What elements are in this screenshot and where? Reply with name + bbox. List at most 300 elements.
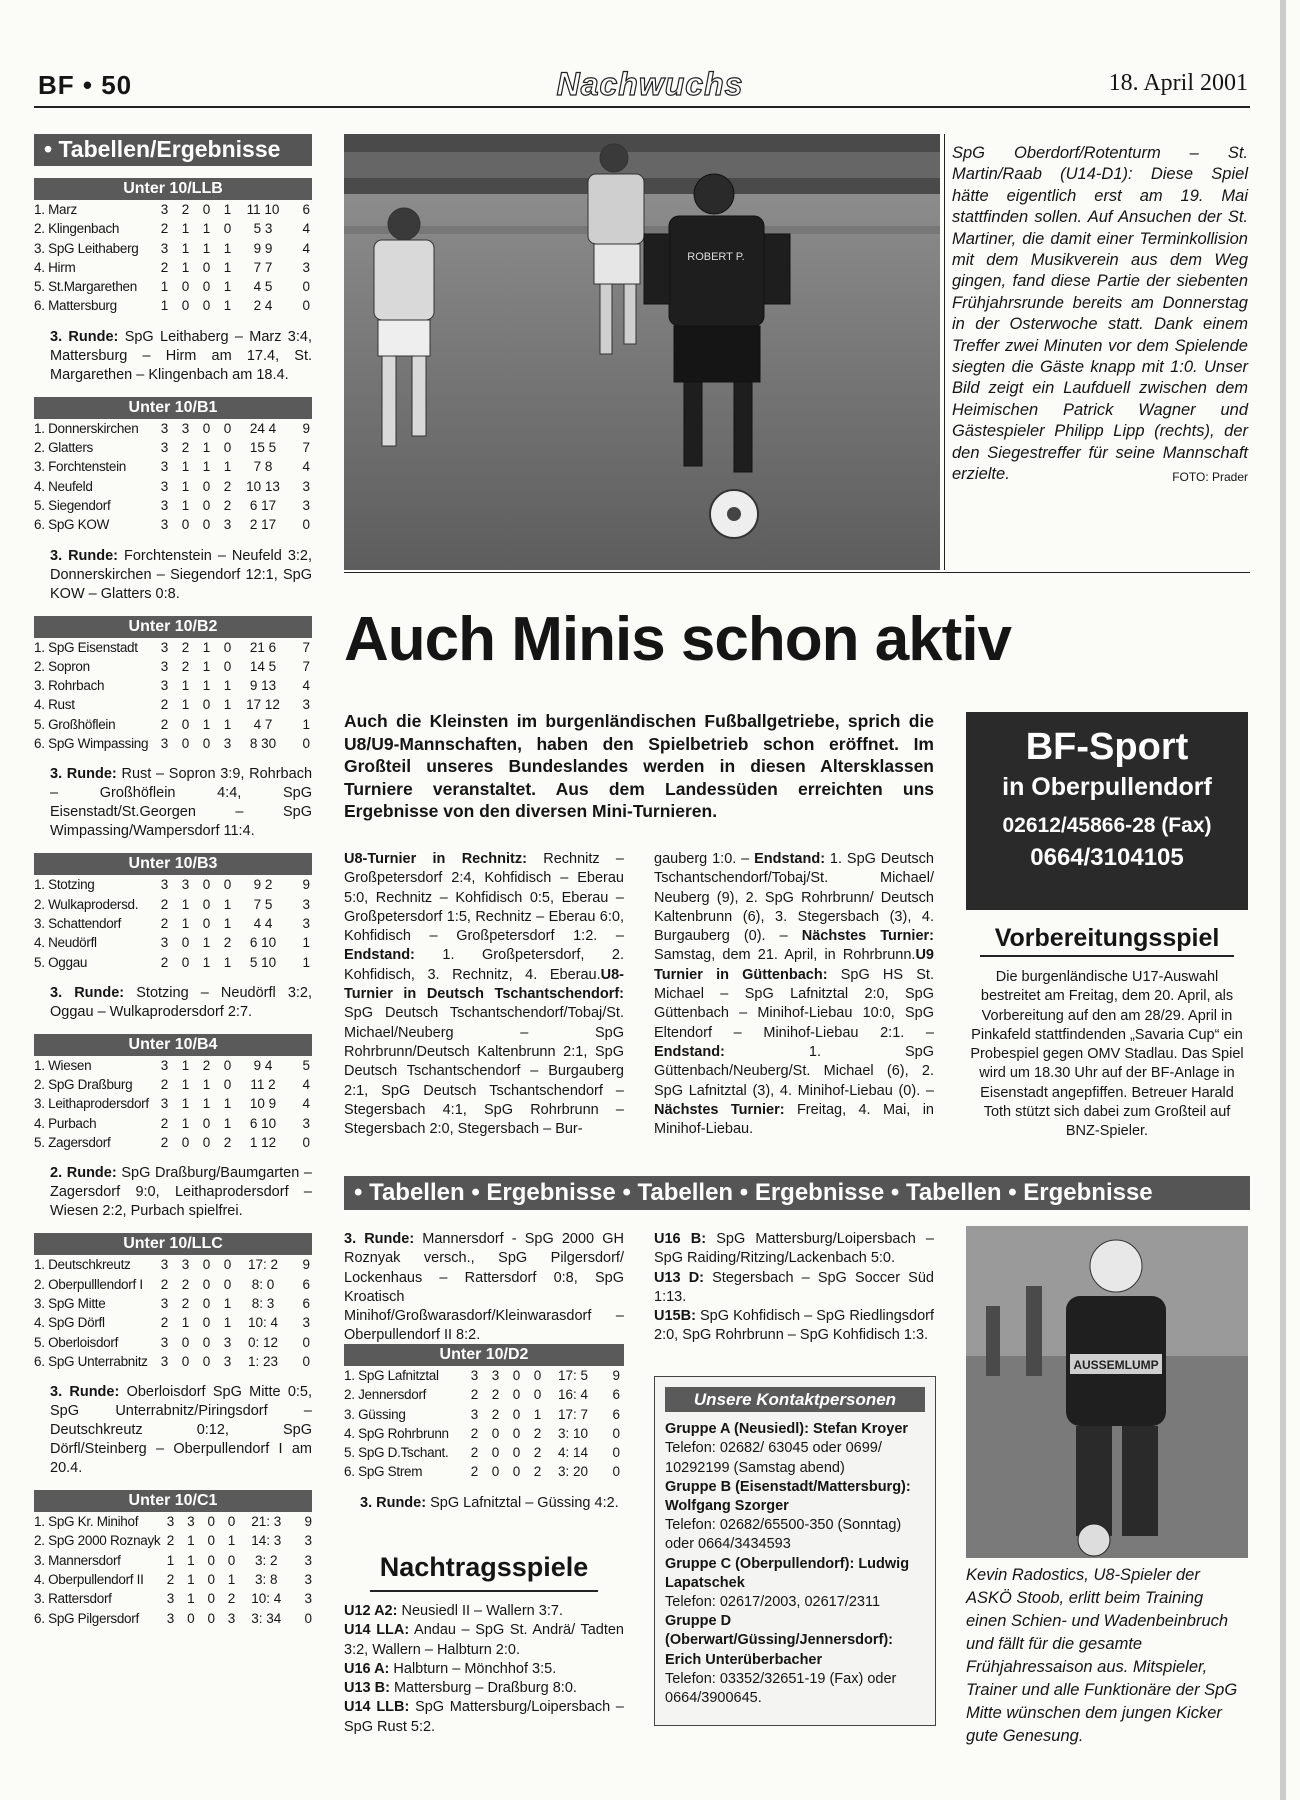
table-cell: 4. Hirm xyxy=(34,259,76,275)
item-label: U16 B: xyxy=(654,1231,707,1247)
list-item xyxy=(344,1621,624,1660)
table-row xyxy=(34,419,310,438)
table-cell: 0 xyxy=(612,1425,620,1441)
table-row xyxy=(34,734,310,753)
table-cell: 2 xyxy=(181,440,190,456)
table-cell: 0 xyxy=(202,279,211,295)
item-text: Neusiedl II – Wallern 3:7. xyxy=(397,1603,563,1619)
table-title: Unter 10/C1 xyxy=(34,1490,312,1512)
table-cell: 1. SpG Lafnitztal xyxy=(344,1368,439,1383)
table-cell: 8 30 xyxy=(249,736,277,752)
table-cell: 5 xyxy=(302,1057,310,1073)
table-cell: 5 3 xyxy=(253,221,273,237)
table-cell: 1 xyxy=(223,954,232,970)
bf-sport-fax: 02612/45866-28 (Fax) xyxy=(1002,814,1212,837)
table-row xyxy=(34,200,310,219)
training-photo xyxy=(966,1226,1248,1558)
table-cell: 1 xyxy=(223,1315,232,1331)
table-cell: 0 xyxy=(202,697,211,713)
table-cell: 1 xyxy=(533,1406,542,1422)
table-cell: 0 xyxy=(223,639,232,655)
table-cell: 1 xyxy=(302,954,310,970)
table-cell: 0 xyxy=(533,1387,542,1403)
bottom-round-results xyxy=(344,1230,624,1346)
table-cell: 3 xyxy=(181,877,190,893)
table-cell: 7 xyxy=(302,658,310,674)
table-cell: 15 5 xyxy=(249,440,277,456)
table-cell: 0 xyxy=(302,1334,310,1350)
table-cell: 4: 14 xyxy=(557,1445,589,1461)
table-cell: 1 xyxy=(223,678,232,694)
table-cell: 1 xyxy=(223,896,232,912)
table-cell: 2 xyxy=(491,1387,500,1403)
table-cell: 9 xyxy=(302,420,310,436)
table-cell: 1 12 xyxy=(249,1135,277,1151)
table-title: Unter 10/D2 xyxy=(344,1344,624,1366)
table-cell: 0 xyxy=(512,1368,521,1383)
contact-entry xyxy=(665,1420,925,1478)
photo-caption-text: SpG Oberdorf/Rotenturm – St. Martin/Raab (U14-D1): Diese Spiel hätte eigentlich erst am 19. Mai stattfinden sollen. Auf Ansuchen der St. Martiner, die damit einer Terminkollision mit dem Musikverein aus dem Weg gingen, fand diese Partie der siebenten Frühjahrsrunde bereits am Donnerstag in der Osterwoche statt. Dank einem Treffer zwei Minuten vor dem Spielende siegten die Gäste knapp mit 1:0. Unser Bild zeigt ein Laufduell zwischen dem Heimischen Patrick Wagner und Gästespieler Philipp Lipp (rechts), der den Siegestreffer für seine Mannschaft erzielte. xyxy=(952,144,1248,484)
table-cell: 3 xyxy=(160,459,169,475)
table-cell: 0 xyxy=(202,1135,211,1151)
table-cell: 9 xyxy=(302,877,310,893)
section-title: Nachwuchs xyxy=(556,66,744,102)
table-cell: 1 xyxy=(181,459,190,475)
table-cell: 3. SpG Mitte xyxy=(34,1295,106,1311)
round-label: 3. Runde: xyxy=(50,766,117,783)
table-cell: 4 4 xyxy=(253,915,273,931)
table-cell: 3 xyxy=(160,639,169,655)
table-cell: 1 xyxy=(202,658,211,674)
table-cell: 0 xyxy=(491,1445,500,1461)
contact-name: Gruppe A (Neusiedl): Stefan Kroyer xyxy=(665,1421,909,1438)
table-cell: 1 xyxy=(181,240,190,256)
table-cell: 6 xyxy=(612,1406,620,1422)
paragraph-label: U8-Turnier in Deutsch Tschantschendorf: xyxy=(344,966,624,1003)
table-row xyxy=(344,1385,620,1404)
table-cell: 3 xyxy=(304,1533,312,1549)
item-text: Andau – SpG St. Andrä/ Tadten 3:2, Wallern – Halbturn 2:0. xyxy=(344,1622,624,1658)
table-cell: 3 xyxy=(160,658,169,674)
table-cell: 3 xyxy=(160,497,169,513)
table-cell: 2 xyxy=(160,1115,169,1131)
table-cell: 1 xyxy=(223,202,232,217)
table-cell: 6. Mattersburg xyxy=(34,298,117,314)
table-cell: 2. SpG 2000 Roznayk xyxy=(34,1533,161,1549)
table-cell: 3: 8 xyxy=(254,1571,278,1587)
table-cell: 1. Deutschkreutz xyxy=(34,1257,131,1273)
table-cell: 2. Sopron xyxy=(34,658,90,674)
item-label: U14 LLB: xyxy=(344,1699,410,1716)
table-row xyxy=(34,515,310,534)
table-cell: 3. Rohrbach xyxy=(34,678,105,694)
table-cell: 0 xyxy=(223,420,232,436)
table-cell: 1. Wiesen xyxy=(34,1057,92,1073)
photo-caption xyxy=(952,143,1248,489)
round-label: 3. Runde: xyxy=(50,1384,120,1401)
table-cell: 6. SpG Strem xyxy=(344,1464,423,1480)
table-row xyxy=(34,695,310,714)
contact-title: Unsere Kontaktpersonen xyxy=(665,1387,925,1412)
table-cell: 0 xyxy=(181,736,190,752)
table-cell: 1: 23 xyxy=(247,1353,279,1369)
contact-phone: Telefon: 02617/2003, 02617/2311 xyxy=(665,1594,881,1611)
table-cell: 0 xyxy=(207,1591,215,1607)
table-cell: 2 xyxy=(160,915,169,931)
round-text: Stotzing – Neudörfl 3:2, Oggau – Wulkaprodersdorf 2:7. xyxy=(50,984,313,1020)
table-cell: 3. Schattendorf xyxy=(34,915,122,931)
table-cell: 6 xyxy=(302,202,310,217)
table-cell: 4 xyxy=(302,240,310,256)
table-cell: 2 xyxy=(223,1135,232,1151)
table-cell: 9 xyxy=(612,1368,620,1383)
table-cell: 2. Oberpulllendorf I xyxy=(34,1276,143,1292)
table-cell: 3 xyxy=(160,1257,169,1273)
table-cell: 3 xyxy=(302,497,310,513)
bf-sport-location: in Oberpullendorf xyxy=(1002,773,1212,801)
table-cell: 3 xyxy=(166,1591,175,1607)
table-cell: 2 xyxy=(160,896,169,912)
table-cell: 0 xyxy=(612,1445,620,1461)
table-cell: 4. Oberpullendorf II xyxy=(34,1571,144,1587)
photo-credit: FOTO: Prader xyxy=(1172,470,1248,485)
table-cell: 0 xyxy=(202,1353,211,1369)
table-row xyxy=(34,277,310,296)
table-cell: 0 xyxy=(187,1610,195,1626)
standings-table xyxy=(34,419,310,535)
table-cell: 2 xyxy=(160,954,169,970)
round-label: 3. Runde: xyxy=(50,328,119,345)
table-cell: 7 5 xyxy=(253,896,273,912)
table-cell: 2. Jennersdorf xyxy=(344,1387,427,1403)
table-cell: 2. Glatters xyxy=(34,440,93,456)
table-cell: 1 xyxy=(223,1115,232,1131)
table-cell: 1 xyxy=(223,279,232,295)
table-cell: 1 xyxy=(160,298,169,314)
table-row xyxy=(344,1405,620,1424)
table-row xyxy=(34,296,310,315)
table-cell: 2 xyxy=(160,697,169,713)
item-label: U14 LLA: xyxy=(344,1622,410,1639)
table-cell: 2 xyxy=(160,1077,169,1093)
bottom-round-text: Mannersdorf - SpG 2000 GH Roznyak versch., SpG Pilgersdorf/ Lockenhaus – Rattersdorf 0:8, SpG Kroatisch Minihof/Großwarasdorf/Kleinwarasdorf – Oberpullendorf II 8:2. xyxy=(344,1231,624,1344)
table-cell: 1 xyxy=(302,716,310,732)
table-cell: 3 xyxy=(304,1552,312,1568)
table-cell: 0 xyxy=(491,1425,500,1441)
list-item xyxy=(344,1602,624,1621)
table-row xyxy=(34,239,310,258)
table-cell: 14: 3 xyxy=(251,1533,282,1549)
bf-sport-box xyxy=(966,712,1248,910)
table-cell: 2. Klingenbach xyxy=(34,221,120,237)
table-cell: 2 xyxy=(181,1295,190,1311)
table-cell: 3: 34 xyxy=(251,1610,282,1626)
table-cell: 0 xyxy=(202,1276,211,1292)
standings-block xyxy=(34,853,312,1021)
table-cell: 1 xyxy=(302,935,310,951)
table-cell: 3 xyxy=(160,202,169,217)
table-cell: 0 xyxy=(302,279,310,295)
table-cell: 10 13 xyxy=(246,478,280,494)
table-row xyxy=(34,477,310,496)
contact-list xyxy=(655,1420,935,1708)
table-cell: 1 xyxy=(223,459,232,475)
table-row xyxy=(34,1114,310,1133)
table-cell: 21: 3 xyxy=(251,1514,282,1530)
table-cell: 7 xyxy=(302,440,310,456)
table-cell: 24 4 xyxy=(249,420,277,436)
match-photo xyxy=(344,134,940,570)
table-cell: 4 5 xyxy=(253,279,273,295)
table-cell: 0 xyxy=(223,1276,232,1292)
round-label: 3. Runde: xyxy=(50,984,125,1001)
table-cell: 1 xyxy=(223,1295,232,1311)
table-cell: 0 xyxy=(202,298,211,314)
table-cell: 1 xyxy=(181,259,190,275)
table-cell: 2 xyxy=(181,658,190,674)
paragraph-text: 1. SpG Güttenbach/Neuberg/St. Michael (6), 2. SpG Lafnitztal (3), 4. Minihof-Liebau (0). – xyxy=(654,1043,934,1099)
standings-table xyxy=(34,875,310,971)
table-cell: 1 xyxy=(202,678,211,694)
paragraph-label: Nächstes Turnier: xyxy=(801,928,934,945)
table-cell: 1 xyxy=(181,497,190,513)
table-cell: 2 xyxy=(491,1406,500,1422)
table-cell: 2 xyxy=(160,259,169,275)
table-cell: 1 xyxy=(223,716,232,732)
table-cell: 0 xyxy=(181,1353,190,1369)
table-cell: 11 2 xyxy=(250,1077,276,1093)
table-cell: 3 xyxy=(223,517,232,533)
table-row xyxy=(34,933,310,952)
table-cell: 10: 4 xyxy=(247,1315,279,1331)
table-cell: 0: 12 xyxy=(247,1334,279,1350)
table-cell: 3. Güssing xyxy=(344,1406,406,1422)
table-cell: 4 xyxy=(302,1096,310,1112)
table-cell: 0 xyxy=(302,1353,310,1369)
table-cell: 1 xyxy=(202,935,211,951)
paragraph-text: 1. SpG Deutsch Tschantschendorf/Tobaj/St. Michael/ Neuberg (9), 2. SpG Rohrbrunn/ Deutsch Kaltenbrunn (6), 3. Stegersbach (3), 4. Burgauberg (0). – xyxy=(654,851,934,945)
table-cell: 0 xyxy=(202,420,211,436)
table-cell: 8: 3 xyxy=(251,1295,275,1311)
table-cell: 3. Mannersdorf xyxy=(34,1552,121,1568)
table-row xyxy=(34,1512,312,1531)
table-cell: 2 xyxy=(160,1315,169,1331)
table-cell: 1 xyxy=(202,716,211,732)
table-cell: 2 xyxy=(223,497,232,513)
table-cell: 4. SpG Rohrbrunn xyxy=(344,1425,449,1441)
results-strip-banner: • Tabellen • Ergebnisse • Tabellen • Ergebnisse • Tabellen • Ergebnisse xyxy=(344,1176,1250,1210)
table-cell: 3 xyxy=(223,736,232,752)
table-cell: 3 xyxy=(160,935,169,951)
table-cell: 1 xyxy=(223,697,232,713)
table-cell: 9 4 xyxy=(253,1057,273,1073)
table-cell: 6 xyxy=(302,1276,310,1292)
vorbereitung-heading: Vorbereitungsspiel xyxy=(994,924,1220,952)
table-cell: 9 2 xyxy=(253,877,273,893)
table-cell: 3 xyxy=(160,240,169,256)
table-row xyxy=(34,219,310,238)
table-cell: 2 xyxy=(223,935,232,951)
table-cell: 6. SpG Unterrabnitz xyxy=(34,1353,148,1369)
d2-standings xyxy=(344,1344,624,1525)
paragraph-text: SpG HS St. Michael – SpG Lafnitztal 2:0, SpG Güttenbach – Minihof-Liebau 10:0, SpG Eltendorf – Minihof-Liebau 2:1. – xyxy=(654,966,934,1041)
table-cell: 1 xyxy=(181,678,190,694)
contact-phone: Telefon: 02682/65500-350 (Sonntag) oder 0664/3434593 xyxy=(665,1517,902,1553)
table-cell: 5. Oggau xyxy=(34,954,88,970)
table-cell: 3 xyxy=(160,420,169,436)
round-text: Oberloisdorf SpG Mitte 0:5, SpG Unterrabnitz/Piringsdorf – Deutschkreutz 0:12, SpG Dörfl/Steinberg – Oberpullendorf I am 20.4. xyxy=(50,1384,313,1477)
table-cell: 6 xyxy=(302,1295,310,1311)
standings-column xyxy=(34,178,312,1628)
table-cell: 6. SpG KOW xyxy=(34,517,110,533)
round-label: 2. Runde: xyxy=(50,1165,117,1182)
table-cell: 0 xyxy=(512,1445,521,1461)
table-cell: 4 xyxy=(302,459,310,475)
table-cell: 3. Leithaprodersdorf xyxy=(34,1096,149,1112)
table-cell: 6. SpG Pilgersdorf xyxy=(34,1610,139,1626)
table-cell: 0 xyxy=(181,954,190,970)
table-cell: 2 xyxy=(166,1533,175,1549)
table-cell: 0 xyxy=(202,877,211,893)
paragraph-label: Endstand: xyxy=(344,947,415,964)
table-cell: 2 xyxy=(181,1276,190,1292)
table-cell: 3 xyxy=(160,1295,169,1311)
contact-phone: Telefon: 02682/ 63045 oder 0699/ 10292199 (Samstag abend) xyxy=(665,1440,882,1476)
standings-table xyxy=(34,1255,310,1371)
paragraph-text: Freitag, 4. Mai, in Minihof-Liebau. xyxy=(654,1101,934,1138)
table-cell: 1 xyxy=(181,1315,190,1331)
table-cell: 9 xyxy=(304,1514,312,1530)
table-cell: 0 xyxy=(512,1464,521,1480)
table-cell: 5. Siegendorf xyxy=(34,497,111,513)
table-cell: 6 xyxy=(612,1387,620,1403)
table-cell: 7 7 xyxy=(253,259,273,275)
item-label: U13 B: xyxy=(344,1680,390,1697)
table-cell: 5. SpG D.Tschant. xyxy=(344,1445,449,1461)
table-cell: 2 xyxy=(470,1464,479,1480)
table-cell: 0 xyxy=(181,1135,190,1151)
table-cell: 3. Forchtenstein xyxy=(34,459,127,475)
table-cell: 0 xyxy=(512,1387,521,1403)
item-label: U12 A2: xyxy=(344,1603,398,1619)
table-cell: 10 9 xyxy=(249,1096,277,1112)
table-cell: 2 xyxy=(470,1445,479,1461)
list-item xyxy=(654,1269,934,1308)
table-cell: 1 xyxy=(160,279,169,295)
table-cell: 4. SpG Dörfl xyxy=(34,1315,105,1331)
table-cell: 21 6 xyxy=(249,639,277,655)
table-cell: 0 xyxy=(202,896,211,912)
table-cell: 1 xyxy=(181,896,190,912)
table-cell: 7 8 xyxy=(253,459,273,475)
table-cell: 0 xyxy=(304,1610,312,1626)
table-cell: 3 xyxy=(304,1571,312,1587)
list-item xyxy=(344,1660,624,1679)
paragraph-text: Rechnitz – Großpetersdorf 2:4, Kohfidisch – Eberau 5:0, Rechnitz – Kohfidisch 0:5, Eberau – Großpetersdorf 1:5, Rechnitz – Eberau 6:0, Kohfidisch – Großpetersdorf 1:2. – xyxy=(344,851,624,945)
table-cell: 1. Donnerskirchen xyxy=(34,420,139,436)
article-lead: Auch die Kleinsten im burgenländischen Fußballgetriebe, sprich die U8/U9-Mannschaften, haben den Spielbetrieb schon eröffnet. Im Großteil unseres Bundeslandes werden in diesen Altersklassen Turniere veranstaltet. Aus dem Landessüden erreichten uns Ergebnisse von den diversen Mini-Turnieren. xyxy=(344,711,934,821)
standings-table xyxy=(34,638,310,754)
table-cell: 0 xyxy=(207,1610,215,1626)
list-item xyxy=(654,1307,934,1346)
table-row xyxy=(34,496,310,515)
issue-date: 18. April 2001 xyxy=(1108,70,1248,96)
table-cell: 3 xyxy=(160,1334,169,1350)
table-cell: 2 xyxy=(160,221,169,237)
contact-entry xyxy=(665,1555,925,1613)
table-row xyxy=(34,1075,310,1094)
round-results xyxy=(50,1383,312,1478)
round-label: 3. Runde: xyxy=(50,547,119,564)
table-row xyxy=(34,638,310,657)
paragraph-label: Nächstes Turnier: xyxy=(654,1101,785,1118)
table-row xyxy=(34,1551,312,1570)
table-cell: 3 xyxy=(181,1257,190,1273)
table-cell: 1 xyxy=(187,1533,195,1549)
table-cell: 0 xyxy=(202,259,211,275)
table-cell: 4. Neufeld xyxy=(34,478,93,494)
table-cell: 5. Zagersdorf xyxy=(34,1135,111,1151)
additional-results xyxy=(654,1230,934,1346)
round-results xyxy=(50,328,312,385)
table-cell: 3 xyxy=(160,736,169,752)
table-cell: 2 17 xyxy=(249,517,277,533)
table-row xyxy=(34,1294,310,1313)
paragraph-label: Endstand: xyxy=(754,851,826,867)
table-row xyxy=(344,1366,620,1385)
item-text: SpG Kohfidisch – SpG Riedlingsdorf 2:0, SpG Rohrbrunn – SpG Kohfidisch 1:3. xyxy=(654,1308,934,1344)
table-cell: 0 xyxy=(207,1533,215,1549)
page-number: BF • 50 xyxy=(38,70,133,100)
table-cell: 2 xyxy=(166,1571,175,1587)
table-cell: 3 xyxy=(302,896,310,912)
table-cell: 3 xyxy=(160,1353,169,1369)
table-cell: 2 xyxy=(470,1387,479,1403)
header-rule xyxy=(34,106,1250,108)
table-cell: 0 xyxy=(202,1315,211,1331)
table-cell: 3 xyxy=(166,1610,175,1626)
table-cell: 1 xyxy=(223,1096,232,1112)
table-cell: 4 xyxy=(302,1077,310,1093)
standings-block xyxy=(34,616,312,842)
table-cell: 1 xyxy=(223,240,232,256)
table-cell: 5. Großhöflein xyxy=(34,716,116,732)
table-cell: 0 xyxy=(202,1115,211,1131)
table-cell: 0 xyxy=(202,1257,211,1273)
table-cell: 1 xyxy=(227,1533,236,1549)
table-cell: 2 xyxy=(533,1425,542,1441)
table-cell: 1. Stotzing xyxy=(34,877,95,893)
standings-table xyxy=(34,200,310,316)
standings-block xyxy=(34,1034,312,1221)
table-row xyxy=(34,1531,312,1550)
table-row xyxy=(34,914,310,933)
table-row xyxy=(34,1589,312,1608)
paragraph-text: SpG Deutsch Tschantschendorf/Tobaj/St. Michael/Neuberg – SpG Rohrbrunn/Deutsch Kaltenbrunn 2:1, SpG Deutsch Tschantschendorf – Burgauberg 2:1, SpG Deutsch Tschantschendorf – Stegersbach 4:1, SpG Rohrbrunn – Stegersbach 2:0, Stegersbach – Bur- xyxy=(344,1005,624,1138)
table-cell: 1. SpG Eisenstadt xyxy=(34,639,138,655)
table-cell: 3 xyxy=(160,877,169,893)
table-cell: 0 xyxy=(207,1552,215,1568)
table-cell: 17: 5 xyxy=(557,1368,589,1383)
list-item xyxy=(344,1698,624,1737)
table-cell: 1 xyxy=(187,1552,195,1568)
standings-block xyxy=(34,397,312,604)
standings-block xyxy=(34,1233,312,1478)
table-cell: 2 4 xyxy=(253,298,273,314)
table-cell: 2 xyxy=(160,1276,169,1292)
table-cell: 7 xyxy=(302,639,310,655)
table-cell: 1 xyxy=(202,459,211,475)
